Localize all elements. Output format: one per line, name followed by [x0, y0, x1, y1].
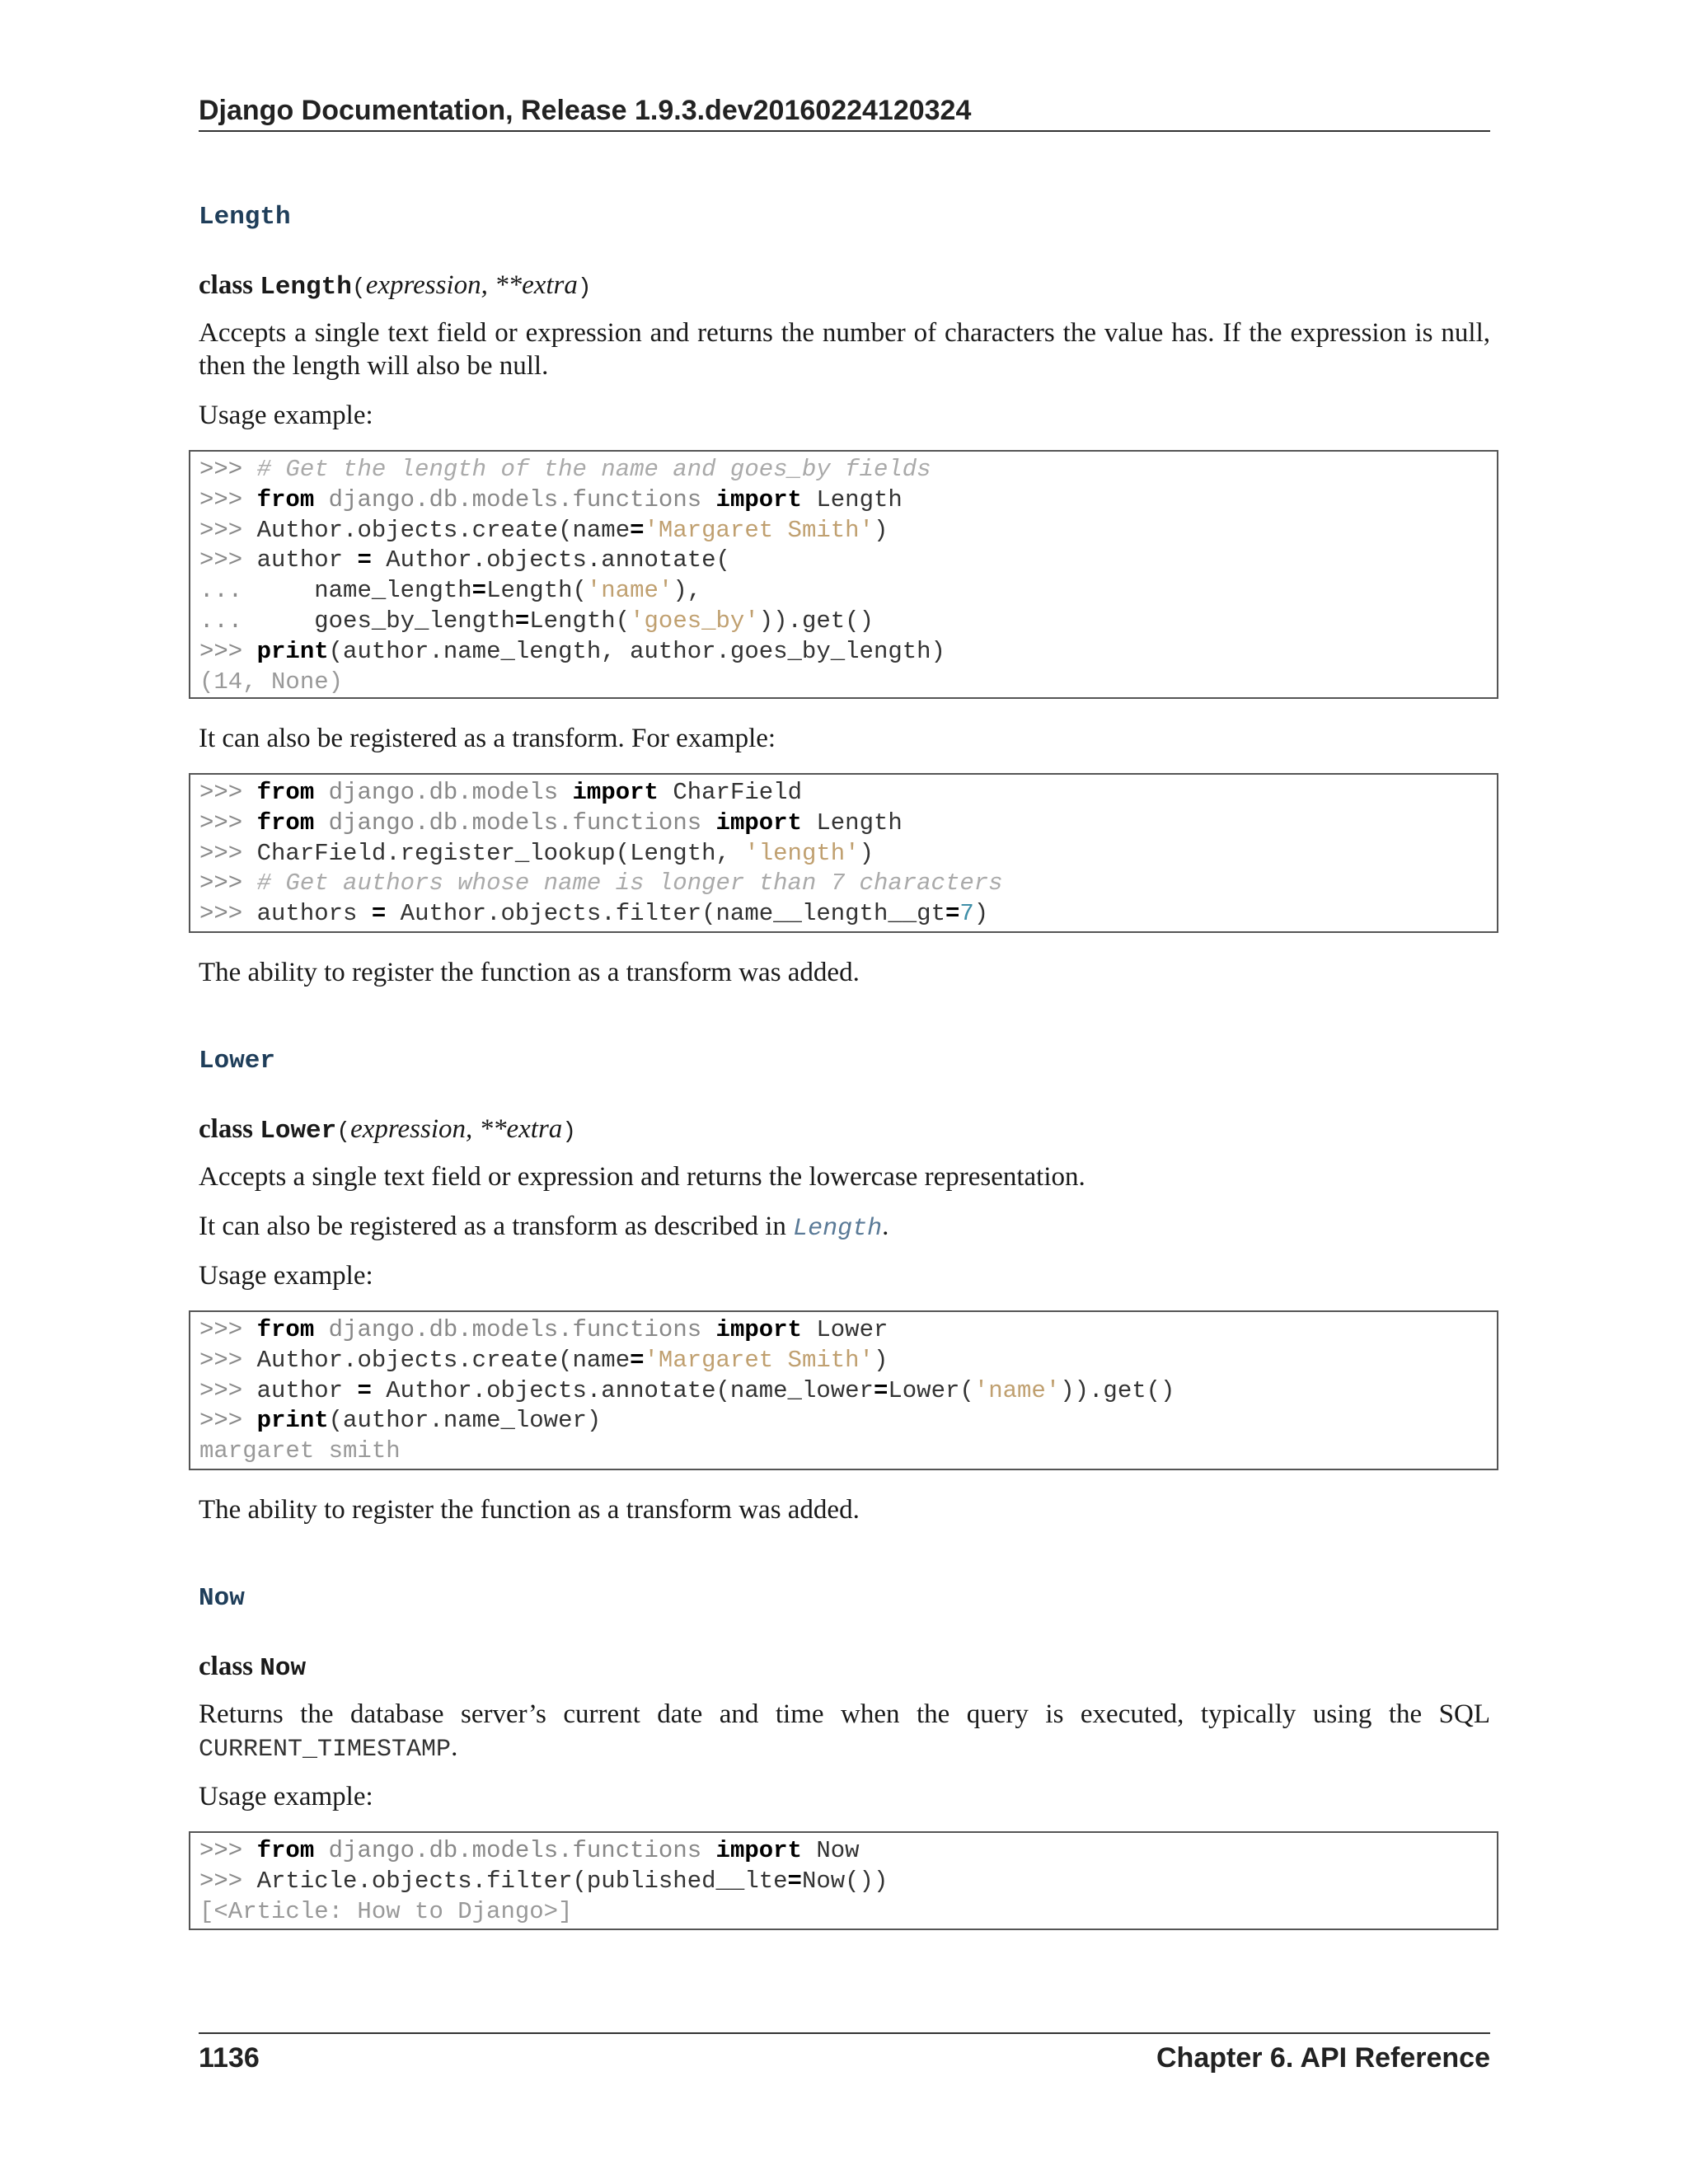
footer-rule — [199, 2032, 1490, 2034]
code-token-op: = — [471, 577, 487, 605]
code-token-out: [<Article: How to Django>] — [199, 1897, 573, 1925]
code-token-op: = — [873, 1376, 889, 1404]
code-token-prompt: ... — [199, 607, 315, 635]
code-token-plain: CharField.register_lookup(Length, — [256, 839, 745, 867]
code-token-prompt: ... — [199, 577, 315, 605]
code-token-plain: Author.objects.create(name — [256, 1346, 631, 1374]
current-timestamp-literal: CURRENT_TIMESTAMP — [199, 1736, 452, 1764]
code-block — [189, 773, 1498, 933]
code-token-kw: import — [715, 808, 802, 837]
code-token-plain — [701, 809, 715, 837]
code-token-prompt: >>> — [199, 779, 257, 806]
code-token-prompt: >>> — [199, 456, 257, 483]
code-token-plain: authors — [256, 900, 372, 928]
code-token-plain: Author.objects.create(name — [256, 516, 631, 544]
code-token-mod: django.db.models — [328, 779, 559, 806]
code-line — [199, 546, 1497, 576]
code-line — [199, 455, 1497, 485]
code-token-kw: from — [256, 485, 315, 513]
code-token-plain: Lower — [801, 1316, 889, 1343]
code-line — [199, 1836, 1497, 1867]
code-token-prompt: >>> — [199, 1867, 257, 1895]
code-line — [199, 778, 1497, 808]
code-token-plain: goes_by_length — [314, 607, 515, 635]
code-token-prompt: >>> — [199, 808, 257, 837]
code-line — [199, 1376, 1497, 1407]
code-token-str: 'Margaret Smith' — [644, 516, 874, 544]
code-token-kw: import — [715, 1837, 802, 1864]
now-desc-end: . — [451, 1732, 458, 1762]
code-line — [199, 516, 1497, 546]
code-token-plain: ), — [673, 577, 702, 605]
code-line — [199, 1406, 1497, 1436]
code-token-plain: Author.objects.annotate( — [371, 546, 730, 574]
code-token-plain — [314, 1837, 328, 1864]
code-token-plain: ) — [873, 516, 889, 544]
code-token-plain: Author.objects.filter(name__length__gt — [386, 900, 945, 928]
sig-args: expression, **extra — [365, 270, 578, 300]
code-token-op: = — [514, 607, 530, 635]
code-token-plain: Length — [801, 808, 903, 837]
code-line — [199, 637, 1497, 668]
code-token-mod: django.db.models.functions — [328, 1316, 702, 1343]
code-token-out: margaret smith — [199, 1437, 401, 1465]
length-description: Accepts a single text field or expression and returns the number of characters the value has. If the expression is null, then the length will also be null. — [199, 318, 1490, 381]
code-token-prompt: >>> — [199, 485, 257, 513]
code-token-prompt: >>> — [199, 839, 257, 867]
length-reference-link[interactable]: Length — [793, 1215, 883, 1243]
lower-transform-prefix: It can also be registered as a transform as described in — [199, 1212, 794, 1241]
code-line — [199, 1897, 1497, 1928]
code-block — [189, 450, 1498, 699]
code-token-prompt: >>> — [199, 1376, 257, 1404]
code-token-kw: import — [715, 485, 802, 513]
code-token-op: = — [371, 900, 387, 928]
sig-close-paren: ) — [562, 1119, 577, 1145]
code-token-plain: Author.objects.annotate(name_lower — [371, 1376, 874, 1404]
code-token-plain: Lower( — [888, 1376, 974, 1404]
code-token-str: 'name' — [973, 1376, 1061, 1404]
sig-keyword: class — [199, 1114, 253, 1144]
code-token-op: = — [630, 516, 645, 544]
code-token-kw: from — [256, 779, 315, 806]
code-token-prompt: >>> — [199, 1407, 257, 1435]
code-token-op: = — [787, 1867, 802, 1895]
code-token-plain: Length( — [486, 577, 587, 605]
sig-keyword: class — [199, 270, 253, 300]
code-token-plain: Length — [801, 485, 903, 513]
code-token-plain — [314, 809, 328, 837]
length-note: The ability to register the function as a transform was added. — [199, 958, 860, 987]
code-line — [199, 607, 1497, 637]
code-line — [199, 1346, 1497, 1376]
code-token-plain: Now()) — [801, 1867, 889, 1895]
code-line — [199, 485, 1497, 516]
code-token-mod: django.db.models.functions — [328, 808, 702, 837]
sig-class-name: Length — [260, 273, 352, 302]
code-token-plain — [314, 779, 328, 806]
code-token-plain: CharField — [658, 779, 802, 806]
section-heading-lower[interactable]: Lower — [199, 1047, 276, 1076]
code-token-kw: from — [256, 808, 315, 837]
code-token-kw: import — [572, 779, 659, 806]
page-header-title: Django Documentation, Release 1.9.3.dev20160224120324 — [199, 95, 972, 126]
code-token-plain: (author.name_length, author.goes_by_length) — [328, 637, 945, 665]
code-token-plain — [701, 1837, 715, 1864]
code-token-op: = — [945, 900, 960, 928]
code-token-prompt: >>> — [199, 637, 257, 665]
now-usage-label: Usage example: — [199, 1782, 373, 1811]
code-line — [199, 576, 1497, 607]
code-token-prompt: >>> — [199, 1837, 257, 1864]
code-token-plain — [314, 486, 328, 513]
code-token-kw: from — [256, 1316, 315, 1343]
lower-transform-suffix: . — [882, 1212, 889, 1241]
code-token-op: = — [630, 1346, 645, 1374]
code-token-plain: name_length — [314, 577, 472, 605]
section-heading-now[interactable]: Now — [199, 1584, 245, 1613]
code-token-kw: from — [256, 1837, 315, 1864]
now-description — [199, 1698, 1490, 1766]
code-line — [199, 1436, 1497, 1467]
sig-keyword: class — [199, 1652, 253, 1681]
code-token-op: = — [357, 1376, 372, 1404]
code-token-plain: ) — [873, 1346, 889, 1374]
code-block — [189, 1310, 1498, 1470]
code-token-plain: author — [256, 1376, 358, 1404]
code-token-str: 'goes_by' — [630, 607, 759, 635]
lower-usage-label: Usage example: — [199, 1261, 373, 1291]
length-transform-intro: It can also be registered as a transform. For example: — [199, 724, 776, 753]
sig-class-name: Now — [260, 1654, 307, 1683]
code-token-prompt: >>> — [199, 900, 257, 928]
code-token-kw: print — [256, 1407, 329, 1435]
code-token-plain: Now — [801, 1837, 860, 1864]
code-token-mod: django.db.models.functions — [328, 1837, 702, 1864]
header-rule — [199, 130, 1490, 132]
chapter-title: Chapter 6. API Reference — [1156, 2042, 1490, 2074]
code-token-kw: import — [715, 1316, 802, 1343]
code-token-plain — [314, 1316, 328, 1343]
sig-class-name: Lower — [260, 1117, 337, 1146]
lower-note: The ability to register the function as a transform was added. — [199, 1495, 860, 1525]
code-token-op: = — [357, 546, 372, 574]
code-token-plain: Article.objects.filter(published__lte — [256, 1867, 788, 1895]
code-token-mod: django.db.models.functions — [328, 485, 702, 513]
code-token-prompt: >>> — [199, 516, 257, 544]
class-signature-length — [199, 265, 592, 308]
code-token-prompt: >>> — [199, 869, 257, 898]
code-line — [199, 839, 1497, 869]
class-signature-lower — [199, 1109, 576, 1152]
code-token-str: 'Margaret Smith' — [644, 1346, 874, 1374]
code-token-num: 7 — [959, 900, 974, 928]
code-token-prompt: >>> — [199, 1316, 257, 1343]
code-token-com: # Get authors whose name is longer than 7 characters — [256, 869, 1003, 898]
code-line — [199, 668, 1497, 698]
now-desc-text: Returns the database server’s current date and time when the query is executed, typically using the SQL — [199, 1699, 1490, 1729]
sig-open-paren: ( — [336, 1119, 351, 1145]
sig-open-paren: ( — [351, 275, 366, 301]
code-token-plain: )).get() — [758, 607, 874, 635]
code-token-plain: Length( — [529, 607, 631, 635]
code-token-plain: ) — [973, 900, 989, 928]
sig-args: expression, **extra — [350, 1114, 563, 1144]
code-token-plain: author — [256, 546, 358, 574]
code-token-plain — [701, 1316, 715, 1343]
class-signature-now — [199, 1647, 306, 1689]
code-line — [199, 808, 1497, 839]
section-heading-length[interactable]: Length — [199, 203, 291, 232]
code-token-kw: print — [256, 637, 329, 665]
code-line — [199, 899, 1497, 930]
sig-close-paren: ) — [577, 275, 592, 301]
page-number: 1136 — [199, 2042, 260, 2074]
code-token-out: (14, None) — [199, 668, 344, 696]
lower-transform-text — [199, 1210, 1490, 1245]
code-token-str: 'length' — [744, 839, 860, 867]
code-block — [189, 1831, 1498, 1930]
code-line — [199, 869, 1497, 899]
lower-description: Accepts a single text field or expression and returns the lowercase representation. — [199, 1162, 1085, 1192]
code-token-com: # Get the length of the name and goes_by fields — [256, 456, 931, 483]
code-token-plain — [558, 779, 572, 806]
code-token-plain: ) — [859, 839, 874, 867]
code-token-prompt: >>> — [199, 546, 257, 574]
code-token-prompt: >>> — [199, 1346, 257, 1374]
code-token-str: 'name' — [586, 577, 673, 605]
code-line — [199, 1867, 1497, 1897]
code-token-plain: (author.name_lower) — [328, 1407, 602, 1435]
code-token-plain: )).get() — [1060, 1376, 1175, 1404]
code-token-plain — [701, 486, 715, 513]
code-line — [199, 1315, 1497, 1346]
length-usage-label: Usage example: — [199, 401, 373, 430]
